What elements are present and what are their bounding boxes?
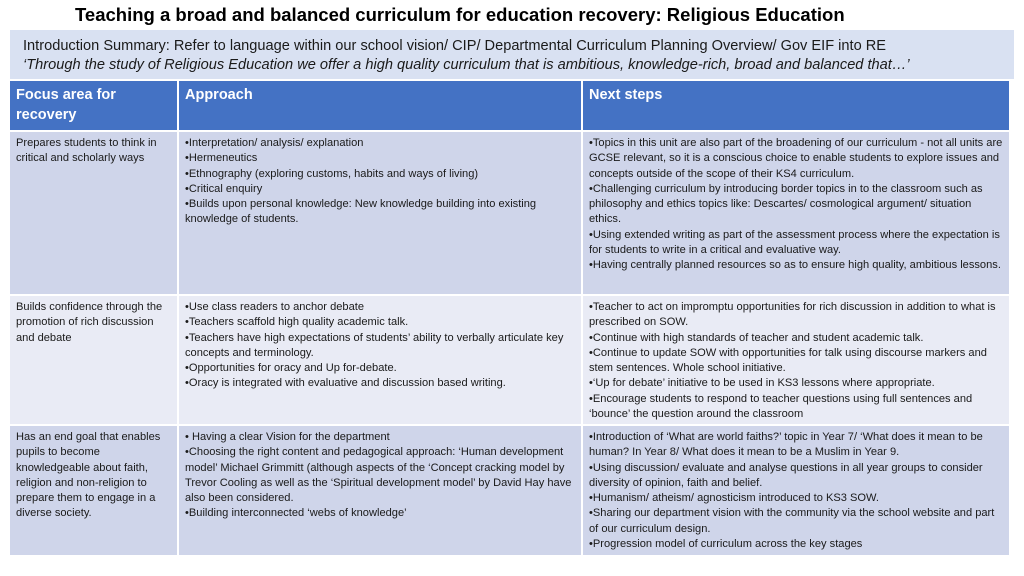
list-item: •Choosing the right content and pedagogical approach: ‘Human development model’ Michael Grimmitt (although aspects of the ‘Concept cracking model by Trevor Cooling as well as the ‘Spiritual development model’ by David Hay have also been considered. — [185, 446, 572, 505]
list-item: •Continue with high standards of teacher and student academic talk. — [589, 331, 924, 344]
intro-summary-box — [10, 30, 1014, 79]
list-item: •‘Up for debate’ initiative to be used in KS3 lessons where appropriate. — [589, 377, 935, 390]
header-next-steps: Next steps — [582, 81, 1009, 131]
list-item: •Humanism/ atheism/ agnosticism introduced to KS3 SOW. — [589, 492, 879, 505]
list-item: •Teacher to act on impromptu opportunities for rich discussion in addition to what is prescribed on SOW. — [589, 301, 996, 329]
list-item: • Having a clear Vision for the department — [185, 431, 390, 443]
list-item: •Continue to update SOW with opportunities for talk using discourse markers and stem sentences. Whole school initiative. — [589, 346, 987, 375]
list-item: •Building interconnected ‘webs of knowledge’ — [185, 507, 407, 520]
list-item: •Having centrally planned resources so as to ensure high quality, ambitious lessons. — [589, 259, 1001, 272]
list-item: •Builds upon personal knowledge: New knowledge building into existing knowledge of students. — [185, 198, 537, 226]
list-item: •Sharing our department vision with the community via the school website and part of our curriculum design. — [589, 507, 995, 535]
next-steps-cell — [582, 295, 1009, 425]
list-item: •Teachers scaffold high quality academic talk. — [185, 316, 409, 329]
approach-cell — [178, 131, 582, 295]
approach-cell — [178, 425, 582, 555]
list-item: •Challenging curriculum by introducing border topics in to the classroom such as philosophy and ethics topics like: Descartes/ cosmological argument/ situation ethics. — [589, 182, 983, 226]
list-item: •Encourage students to respond to teacher questions using full sentences and ‘bounce’ the question around the classroom — [589, 392, 973, 421]
header-focus-area: Focus area for recovery — [10, 81, 178, 131]
focus-cell: Builds confidence through the promotion of rich discussion and debate — [10, 295, 178, 425]
table-row — [10, 425, 1009, 555]
next-steps-cell — [582, 425, 1009, 555]
list-item: •Opportunities for oracy and Up for-debate. — [185, 362, 397, 375]
table-row — [10, 295, 1009, 425]
list-item: •Teachers have high expectations of students’ ability to verbally articulate key concepts and terminology. — [185, 331, 564, 359]
next-steps-cell — [582, 131, 1009, 295]
approach-cell — [178, 295, 582, 425]
header-approach: Approach — [178, 81, 582, 131]
list-item: •Oracy is integrated with evaluative and discussion based writing. — [185, 377, 506, 390]
focus-cell: Has an end goal that enables pupils to become knowledgeable about faith, religion and non-religion to prepare them to engage in a diverse society. — [10, 425, 178, 555]
list-item: •Ethnography (exploring customs, habits and ways of living) — [185, 167, 479, 180]
intro-quote: ‘Through the study of Religious Education we offer a high quality curriculum that is ambitious, knowledge-rich, broad and balanced that…’ — [23, 57, 910, 73]
table-row — [10, 131, 1009, 295]
table-header-row — [10, 81, 1009, 131]
list-item: •Progression model of curriculum across the key stages — [589, 538, 863, 551]
list-item: •Use class readers to anchor debate — [185, 301, 365, 313]
intro-summary-text: Introduction Summary: Refer to language within our school vision/ CIP/ Departmental Curriculum Planning Overview/ Gov EIF into RE — [23, 38, 887, 54]
list-item: •Interpretation/ analysis/ explanation — [185, 137, 364, 149]
curriculum-table — [10, 81, 1009, 555]
list-item: •Hermeneutics — [185, 152, 258, 165]
list-item: •Introduction of ‘What are world faiths?’ topic in Year 7/ ‘What does it mean to be human? In Year 8/ What does it mean to be a Muslim in Year 9. — [589, 431, 983, 459]
list-item: •Using extended writing as part of the assessment process where the expectation is for students to write in a critical and evaluative way. — [589, 228, 1000, 257]
list-item: •Using discussion/ evaluate and analyse questions in all year groups to consider diversity of opinion, faith and belief. — [589, 461, 983, 489]
list-item: •Topics in this unit are also part of the broadening of our curriculum - not all units are GCSE relevant, so it is a conscious choice to enable students to explore issues and concepts outside of the scope of their KS4 curriculum. — [589, 137, 1003, 180]
page-title: Teaching a broad and balanced curriculum for education recovery: Religious Education — [75, 4, 845, 25]
focus-cell: Prepares students to think in critical and scholarly ways — [10, 131, 178, 295]
list-item: •Critical enquiry — [185, 182, 263, 195]
